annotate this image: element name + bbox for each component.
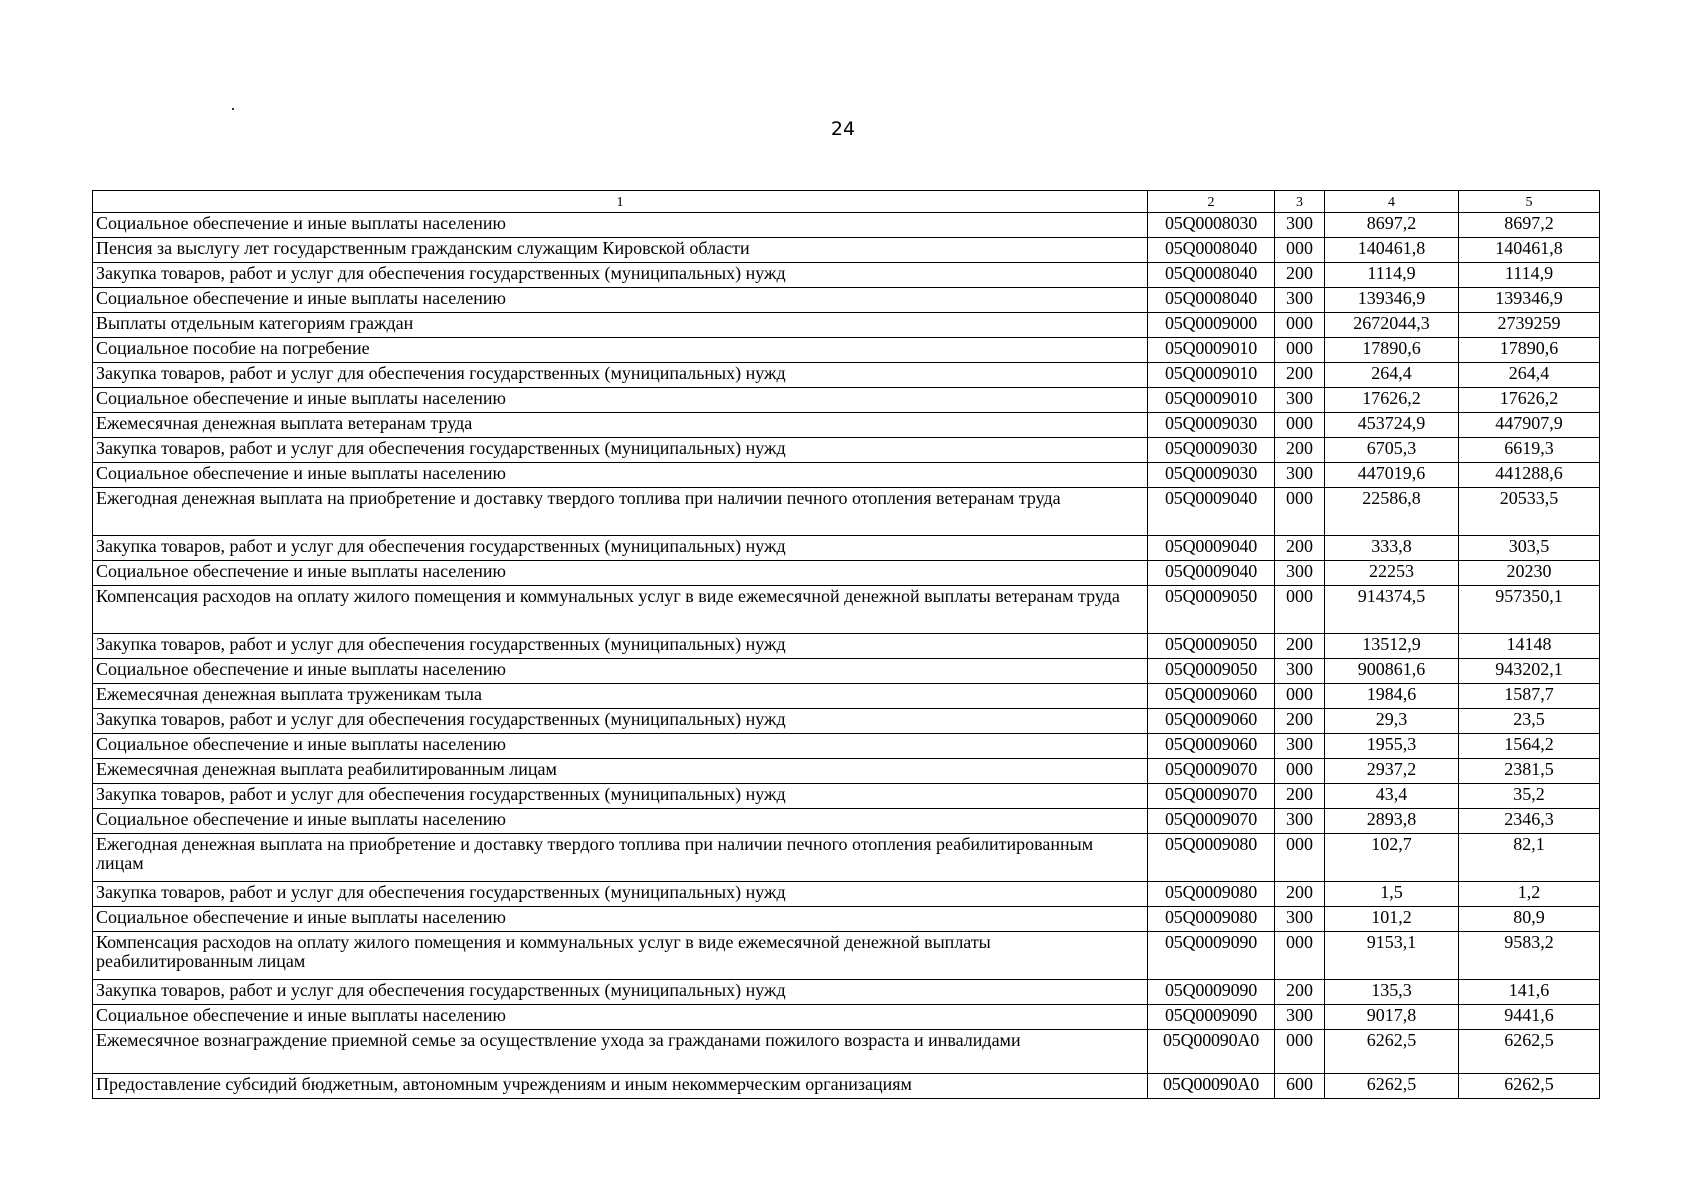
row-name-cell: Социальное обеспечение и иные выплаты населению <box>93 213 1148 238</box>
row-value-col4-cell: 8697,2 <box>1325 213 1459 238</box>
row-name-cell: Закупка товаров, работ и услуг для обеспечения государственных (муниципальных) нужд <box>93 980 1148 1005</box>
row-code-cell: 05Q0009010 <box>1148 388 1275 413</box>
row-name-cell: Социальное обеспечение и иные выплаты населению <box>93 1005 1148 1030</box>
row-code-cell: 05Q0009060 <box>1148 684 1275 709</box>
column-header-4: 4 <box>1325 191 1459 213</box>
table-row <box>93 1074 1600 1099</box>
row-name-cell: Социальное обеспечение и иные выплаты населению <box>93 659 1148 684</box>
table-row <box>93 586 1600 634</box>
table-row <box>93 809 1600 834</box>
table-row <box>93 413 1600 438</box>
table-row <box>93 734 1600 759</box>
table-row <box>93 213 1600 238</box>
row-code-cell: 05Q0009070 <box>1148 809 1275 834</box>
scan-speck <box>232 108 234 110</box>
row-name-cell: Ежемесячная денежная выплата реабилитированным лицам <box>93 759 1148 784</box>
row-type-cell: 200 <box>1275 634 1325 659</box>
row-type-cell: 000 <box>1275 488 1325 536</box>
row-code-cell: 05Q0009070 <box>1148 784 1275 809</box>
row-code-cell: 05Q0009090 <box>1148 932 1275 980</box>
row-value-col5-cell: 80,9 <box>1459 907 1600 932</box>
row-value-col4-cell: 9017,8 <box>1325 1005 1459 1030</box>
table-row <box>93 759 1600 784</box>
row-code-cell: 05Q0009070 <box>1148 759 1275 784</box>
row-value-col4-cell: 17890,6 <box>1325 338 1459 363</box>
table-row <box>93 659 1600 684</box>
row-code-cell: 05Q0008030 <box>1148 213 1275 238</box>
row-value-col5-cell: 35,2 <box>1459 784 1600 809</box>
row-name-cell: Выплаты отдельным категориям граждан <box>93 313 1148 338</box>
row-code-cell: 05Q0009050 <box>1148 586 1275 634</box>
row-code-cell: 05Q0009090 <box>1148 980 1275 1005</box>
row-code-cell: 05Q0009010 <box>1148 363 1275 388</box>
row-type-cell: 000 <box>1275 238 1325 263</box>
row-name-cell: Социальное обеспечение и иные выплаты населению <box>93 463 1148 488</box>
row-name-cell: Компенсация расходов на оплату жилого помещения и коммунальных услуг в виде ежемесячной денежной выплаты ветеранам труда <box>93 586 1148 634</box>
row-value-col5-cell: 2381,5 <box>1459 759 1600 784</box>
row-code-cell: 05Q0009060 <box>1148 709 1275 734</box>
row-name-cell: Предоставление субсидий бюджетным, автономным учреждениям и иным некоммерческим организациям <box>93 1074 1148 1099</box>
row-value-col5-cell: 23,5 <box>1459 709 1600 734</box>
row-code-cell: 05Q0009050 <box>1148 659 1275 684</box>
table-row <box>93 561 1600 586</box>
row-name-cell: Социальное обеспечение и иные выплаты населению <box>93 907 1148 932</box>
row-value-col5-cell: 6262,5 <box>1459 1074 1600 1099</box>
row-value-col4-cell: 2937,2 <box>1325 759 1459 784</box>
table-row <box>93 488 1600 536</box>
table-row <box>93 684 1600 709</box>
table-row <box>93 388 1600 413</box>
page-number: 24 <box>830 118 856 140</box>
row-code-cell: 05Q0009010 <box>1148 338 1275 363</box>
row-value-col4-cell: 453724,9 <box>1325 413 1459 438</box>
row-value-col5-cell: 140461,8 <box>1459 238 1600 263</box>
table-row <box>93 288 1600 313</box>
table-row <box>93 263 1600 288</box>
row-code-cell: 05Q0009030 <box>1148 413 1275 438</box>
row-code-cell: 05Q00090A0 <box>1148 1074 1275 1099</box>
row-value-col5-cell: 957350,1 <box>1459 586 1600 634</box>
table-row <box>93 463 1600 488</box>
row-type-cell: 300 <box>1275 213 1325 238</box>
row-value-col4-cell: 22253 <box>1325 561 1459 586</box>
row-name-cell: Социальное обеспечение и иные выплаты населению <box>93 734 1148 759</box>
row-value-col4-cell: 6705,3 <box>1325 438 1459 463</box>
budget-table <box>92 190 1600 1099</box>
row-name-cell: Ежегодная денежная выплата на приобретение и доставку твердого топлива при наличии печного отопления ветеранам труда <box>93 488 1148 536</box>
table-row <box>93 363 1600 388</box>
row-value-col4-cell: 17626,2 <box>1325 388 1459 413</box>
row-name-cell: Социальное обеспечение и иные выплаты населению <box>93 561 1148 586</box>
row-value-col4-cell: 264,4 <box>1325 363 1459 388</box>
column-header-3: 3 <box>1275 191 1325 213</box>
table-row <box>93 932 1600 980</box>
table-row <box>93 980 1600 1005</box>
row-value-col5-cell: 441288,6 <box>1459 463 1600 488</box>
table-row <box>93 1030 1600 1074</box>
table-row <box>93 882 1600 907</box>
row-type-cell: 200 <box>1275 438 1325 463</box>
row-value-col5-cell: 6262,5 <box>1459 1030 1600 1074</box>
row-name-cell: Ежегодная денежная выплата на приобретение и доставку твердого топлива при наличии печного отопления реабилитированным лицам <box>93 834 1148 882</box>
column-header-5: 5 <box>1459 191 1600 213</box>
row-name-cell: Компенсация расходов на оплату жилого помещения и коммунальных услуг в виде ежемесячной денежной выплаты реабилитированным лицам <box>93 932 1148 980</box>
row-type-cell: 300 <box>1275 659 1325 684</box>
table-header-row <box>93 191 1600 213</box>
row-value-col5-cell: 82,1 <box>1459 834 1600 882</box>
row-type-cell: 200 <box>1275 263 1325 288</box>
table-row <box>93 784 1600 809</box>
row-code-cell: 05Q0009080 <box>1148 834 1275 882</box>
table-body <box>93 213 1600 1099</box>
row-type-cell: 000 <box>1275 1030 1325 1074</box>
row-code-cell: 05Q0009000 <box>1148 313 1275 338</box>
row-name-cell: Ежемесячная денежная выплата ветеранам труда <box>93 413 1148 438</box>
row-value-col4-cell: 2893,8 <box>1325 809 1459 834</box>
row-value-col5-cell: 20533,5 <box>1459 488 1600 536</box>
row-code-cell: 05Q0008040 <box>1148 263 1275 288</box>
row-name-cell: Социальное обеспечение и иные выплаты населению <box>93 809 1148 834</box>
row-value-col4-cell: 6262,5 <box>1325 1030 1459 1074</box>
row-value-col5-cell: 8697,2 <box>1459 213 1600 238</box>
column-header-1: 1 <box>93 191 1148 213</box>
row-name-cell: Закупка товаров, работ и услуг для обеспечения государственных (муниципальных) нужд <box>93 536 1148 561</box>
row-value-col5-cell: 264,4 <box>1459 363 1600 388</box>
row-value-col5-cell: 2346,3 <box>1459 809 1600 834</box>
row-value-col5-cell: 447907,9 <box>1459 413 1600 438</box>
row-name-cell: Социальное пособие на погребение <box>93 338 1148 363</box>
table-row <box>93 238 1600 263</box>
row-type-cell: 300 <box>1275 561 1325 586</box>
row-value-col4-cell: 101,2 <box>1325 907 1459 932</box>
row-type-cell: 000 <box>1275 684 1325 709</box>
row-value-col4-cell: 1,5 <box>1325 882 1459 907</box>
row-value-col4-cell: 6262,5 <box>1325 1074 1459 1099</box>
row-value-col5-cell: 17626,2 <box>1459 388 1600 413</box>
row-name-cell: Закупка товаров, работ и услуг для обеспечения государственных (муниципальных) нужд <box>93 882 1148 907</box>
row-value-col4-cell: 13512,9 <box>1325 634 1459 659</box>
row-value-col5-cell: 17890,6 <box>1459 338 1600 363</box>
row-value-col4-cell: 914374,5 <box>1325 586 1459 634</box>
row-type-cell: 200 <box>1275 363 1325 388</box>
row-type-cell: 300 <box>1275 463 1325 488</box>
row-value-col5-cell: 20230 <box>1459 561 1600 586</box>
row-name-cell: Ежемесячная денежная выплата труженикам тыла <box>93 684 1148 709</box>
row-name-cell: Пенсия за выслугу лет государственным гражданским служащим Кировской области <box>93 238 1148 263</box>
row-code-cell: 05Q0009040 <box>1148 561 1275 586</box>
table-row <box>93 313 1600 338</box>
row-type-cell: 000 <box>1275 759 1325 784</box>
row-value-col4-cell: 2672044,3 <box>1325 313 1459 338</box>
row-value-col5-cell: 1587,7 <box>1459 684 1600 709</box>
row-type-cell: 000 <box>1275 834 1325 882</box>
row-value-col4-cell: 1114,9 <box>1325 263 1459 288</box>
row-value-col5-cell: 1564,2 <box>1459 734 1600 759</box>
row-value-col5-cell: 141,6 <box>1459 980 1600 1005</box>
table-row <box>93 438 1600 463</box>
row-value-col4-cell: 135,3 <box>1325 980 1459 1005</box>
row-value-col5-cell: 1114,9 <box>1459 263 1600 288</box>
row-type-cell: 200 <box>1275 980 1325 1005</box>
row-code-cell: 05Q0009090 <box>1148 1005 1275 1030</box>
table-row <box>93 709 1600 734</box>
row-name-cell: Закупка товаров, работ и услуг для обеспечения государственных (муниципальных) нужд <box>93 634 1148 659</box>
row-code-cell: 05Q0009060 <box>1148 734 1275 759</box>
row-name-cell: Закупка товаров, работ и услуг для обеспечения государственных (муниципальных) нужд <box>93 263 1148 288</box>
row-name-cell: Закупка товаров, работ и услуг для обеспечения государственных (муниципальных) нужд <box>93 709 1148 734</box>
row-value-col5-cell: 943202,1 <box>1459 659 1600 684</box>
row-value-col5-cell: 6619,3 <box>1459 438 1600 463</box>
table-row <box>93 634 1600 659</box>
row-value-col5-cell: 1,2 <box>1459 882 1600 907</box>
row-code-cell: 05Q0009040 <box>1148 488 1275 536</box>
row-type-cell: 300 <box>1275 1005 1325 1030</box>
row-code-cell: 05Q0008040 <box>1148 238 1275 263</box>
row-value-col4-cell: 333,8 <box>1325 536 1459 561</box>
row-type-cell: 200 <box>1275 536 1325 561</box>
row-type-cell: 000 <box>1275 932 1325 980</box>
row-value-col4-cell: 22586,8 <box>1325 488 1459 536</box>
row-name-cell: Ежемесячное вознаграждение приемной семье за осуществление ухода за гражданами пожилого возраста и инвалидами <box>93 1030 1148 1074</box>
row-type-cell: 200 <box>1275 882 1325 907</box>
row-value-col4-cell: 900861,6 <box>1325 659 1459 684</box>
table-row <box>93 338 1600 363</box>
row-value-col5-cell: 9441,6 <box>1459 1005 1600 1030</box>
row-value-col4-cell: 43,4 <box>1325 784 1459 809</box>
row-value-col4-cell: 29,3 <box>1325 709 1459 734</box>
row-value-col4-cell: 102,7 <box>1325 834 1459 882</box>
row-code-cell: 05Q0009080 <box>1148 907 1275 932</box>
table-row <box>93 1005 1600 1030</box>
row-code-cell: 05Q0008040 <box>1148 288 1275 313</box>
row-code-cell: 05Q0009030 <box>1148 438 1275 463</box>
row-type-cell: 000 <box>1275 313 1325 338</box>
row-value-col4-cell: 1984,6 <box>1325 684 1459 709</box>
row-code-cell: 05Q00090A0 <box>1148 1030 1275 1074</box>
row-code-cell: 05Q0009040 <box>1148 536 1275 561</box>
row-type-cell: 300 <box>1275 734 1325 759</box>
table-row <box>93 536 1600 561</box>
row-value-col5-cell: 14148 <box>1459 634 1600 659</box>
column-header-2: 2 <box>1148 191 1275 213</box>
row-type-cell: 300 <box>1275 388 1325 413</box>
row-code-cell: 05Q0009050 <box>1148 634 1275 659</box>
row-value-col4-cell: 9153,1 <box>1325 932 1459 980</box>
row-type-cell: 600 <box>1275 1074 1325 1099</box>
row-value-col4-cell: 447019,6 <box>1325 463 1459 488</box>
row-value-col5-cell: 139346,9 <box>1459 288 1600 313</box>
row-type-cell: 200 <box>1275 709 1325 734</box>
row-type-cell: 000 <box>1275 586 1325 634</box>
row-name-cell: Закупка товаров, работ и услуг для обеспечения государственных (муниципальных) нужд <box>93 438 1148 463</box>
row-value-col5-cell: 2739259 <box>1459 313 1600 338</box>
row-type-cell: 000 <box>1275 413 1325 438</box>
row-value-col4-cell: 140461,8 <box>1325 238 1459 263</box>
row-code-cell: 05Q0009080 <box>1148 882 1275 907</box>
row-type-cell: 300 <box>1275 907 1325 932</box>
row-name-cell: Социальное обеспечение и иные выплаты населению <box>93 388 1148 413</box>
table-row <box>93 907 1600 932</box>
row-code-cell: 05Q0009030 <box>1148 463 1275 488</box>
row-name-cell: Закупка товаров, работ и услуг для обеспечения государственных (муниципальных) нужд <box>93 784 1148 809</box>
row-type-cell: 000 <box>1275 338 1325 363</box>
row-value-col4-cell: 1955,3 <box>1325 734 1459 759</box>
row-type-cell: 300 <box>1275 809 1325 834</box>
row-value-col5-cell: 303,5 <box>1459 536 1600 561</box>
row-name-cell: Социальное обеспечение и иные выплаты населению <box>93 288 1148 313</box>
row-value-col5-cell: 9583,2 <box>1459 932 1600 980</box>
table-row <box>93 834 1600 882</box>
row-name-cell: Закупка товаров, работ и услуг для обеспечения государственных (муниципальных) нужд <box>93 363 1148 388</box>
row-type-cell: 300 <box>1275 288 1325 313</box>
row-value-col4-cell: 139346,9 <box>1325 288 1459 313</box>
row-type-cell: 200 <box>1275 784 1325 809</box>
